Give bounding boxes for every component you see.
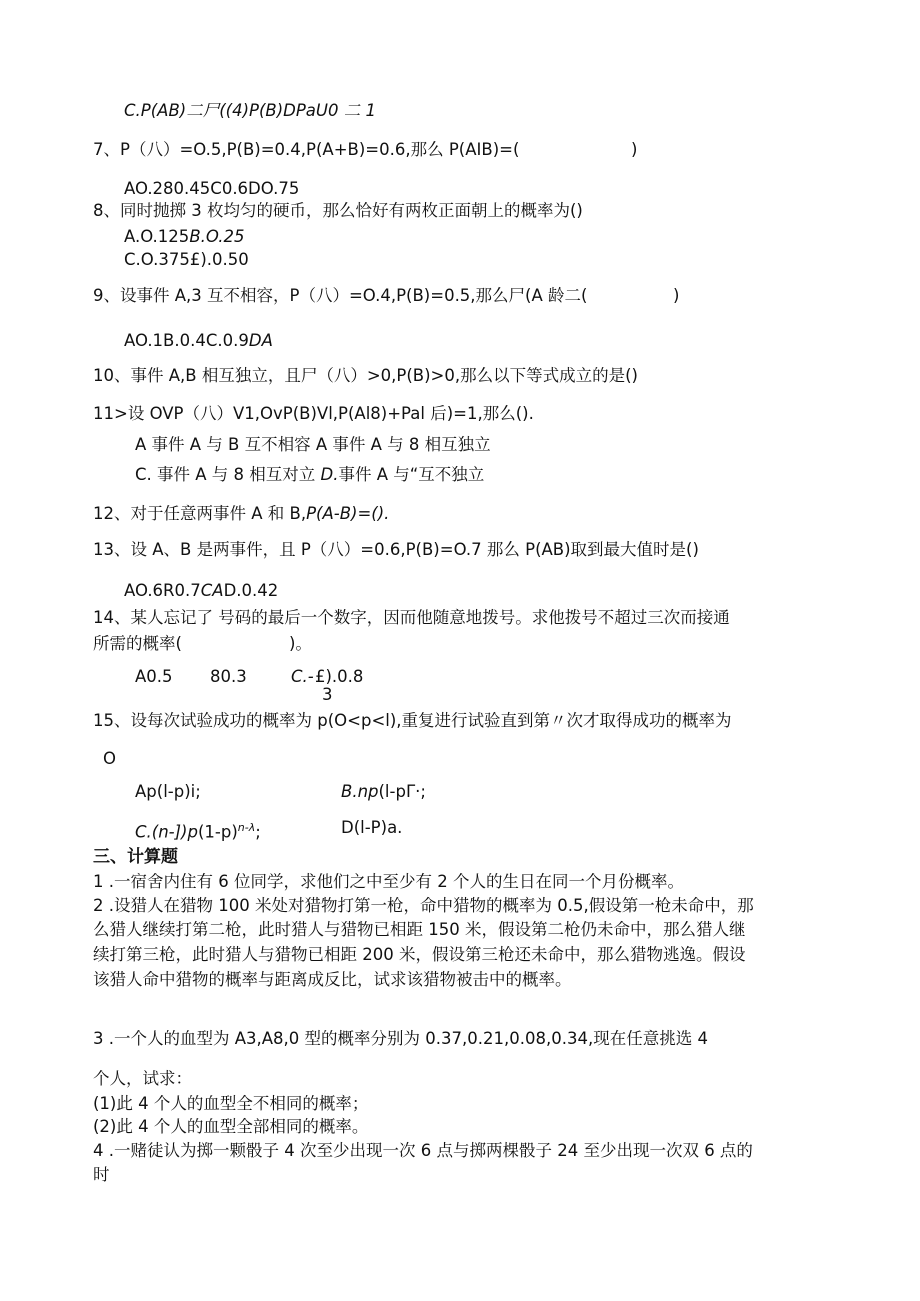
calc-problem-1: 1 .一宿舍内住有 6 位同学，求他们之中至少有 2 个人的生日在同一个月份概率。 bbox=[93, 872, 684, 891]
section-heading-calculation: 三、计算题 bbox=[93, 847, 178, 867]
question-10: 10、事件 A,B 相互独立，且尸（八）>0,P(B)>0,那么以下等式成立的是() bbox=[93, 366, 638, 385]
option-d-label: D. bbox=[320, 465, 339, 484]
option-b: 80.3 bbox=[210, 667, 247, 686]
question-11-options-ab: A 事件 A 与 B 互不相容 A 事件 A 与 8 相互独立 bbox=[135, 435, 491, 454]
question-12-formula: P(A-B)=(). bbox=[306, 504, 390, 523]
option-c: C. 事件 A 与 8 相互对立 bbox=[135, 465, 321, 484]
question-9 bbox=[93, 285, 680, 307]
question-7-options: AO.280.45C0.6DO.75 bbox=[124, 179, 300, 198]
question-13-options bbox=[124, 580, 278, 602]
option-c-formula: (1-p) bbox=[197, 822, 238, 842]
calc-problem-2-line-1: 2 .设猎人在猎物 100 米处对猎物打第一枪，命中猎物的概率为 0.5,假设第一枪未命中，那 bbox=[93, 896, 754, 915]
question-12 bbox=[93, 503, 389, 525]
option-c: CA bbox=[200, 581, 224, 600]
option-c-label: C.(n-])p bbox=[135, 822, 198, 842]
option-a: A.O.125 bbox=[124, 227, 190, 246]
question-15-option-c bbox=[135, 817, 261, 844]
question-15-paren: O bbox=[103, 749, 116, 768]
question-9-text: 9、设事件 A,3 互不相容，P（八）=O.4,P(B)=0.5,那么尸(A 龄二( bbox=[93, 286, 588, 305]
option-d: 事件 A 与“互不独立 bbox=[338, 465, 485, 484]
question-11: 11>设 OVP（八）V1,OvP(B)Vl,P(Al8)+Pal 后)=1,那么(). bbox=[93, 404, 534, 423]
question-9-options bbox=[124, 330, 273, 352]
option-c-exponent: n-λ bbox=[237, 821, 256, 834]
options-ab: AO.6R0.7 bbox=[124, 581, 201, 600]
calc-problem-4-line-1: 4 .一赌徒认为掷一颗骰子 4 次至少出现一次 6 点与掷两棵骰子 24 至少出现一次双 6 点的 bbox=[93, 1141, 753, 1160]
option-b-label: B.np bbox=[341, 782, 379, 801]
calc-problem-3-part-2: (2)此 4 个人的血型全部相同的概率。 bbox=[93, 1117, 369, 1136]
option-d: DA bbox=[248, 331, 273, 350]
options-abc: AO.1B.0.4C.0.9 bbox=[124, 331, 249, 350]
question-14-line-2 bbox=[93, 633, 312, 655]
question-15: 15、设每次试验成功的概率为 p(O<p<l),重复进行试验直到第〃次才取得成功的概率为 bbox=[93, 711, 732, 730]
option-a: A0.5 bbox=[135, 667, 173, 686]
option-c-label: C.- bbox=[291, 667, 314, 686]
option-cd: £).0.8 bbox=[315, 667, 364, 686]
option-c-end: ; bbox=[255, 822, 261, 842]
question-12-text: 12、对于任意两事件 A 和 B, bbox=[93, 504, 307, 523]
calc-problem-2-line-3: 续打第三枪，此时猎人与猎物已相距 200 米，假设第三枪还未命中，那么猎物逃逸。假设 bbox=[93, 945, 746, 964]
question-14-text: 所需的概率( bbox=[93, 634, 182, 653]
question-14-fraction-denominator: 3 bbox=[322, 685, 333, 704]
question-13: 13、设 A、B 是两事件，且 P（八）=0.6,P(B)=O.7 那么 P(AB)取到最大值时是() bbox=[93, 540, 699, 559]
question-15-option-d: D(l-P)a. bbox=[341, 818, 403, 837]
calc-problem-3-part-1: (1)此 4 个人的血型全不相同的概率； bbox=[93, 1094, 369, 1113]
question-15-option-a: Ap(l-p)i; bbox=[135, 782, 201, 801]
question-9-paren-close: ) bbox=[673, 286, 680, 305]
option-line-c: C.P(AB)二尸((4)P(B)DPaU0 二 1 bbox=[124, 101, 376, 120]
calc-problem-4-line-2: 时 bbox=[93, 1165, 110, 1184]
calc-problem-2-line-4: 该猎人命中猎物的概率与距离成反比，试求该猎物被击中的概率。 bbox=[93, 970, 572, 989]
question-14-line-1: 14、某人忘记了 号码的最后一个数字，因而他随意地拨号。求他拨号不超过三次而接通 bbox=[93, 608, 730, 627]
question-11-options-cd bbox=[135, 464, 484, 486]
option-d: D.0.42 bbox=[223, 581, 279, 600]
question-15-option-b bbox=[341, 781, 426, 803]
calc-problem-3-line-1: 3 .一个人的血型为 A3,A8,0 型的概率分别为 0.37,0.21,0.08,0.34,现在任意挑选 4 bbox=[93, 1029, 708, 1048]
calc-problem-3-line-2: 个人，试求： bbox=[93, 1069, 192, 1088]
option-b-formula: (l-pΓ·; bbox=[378, 782, 426, 801]
question-7-text: 7、P（八）=O.5,P(B)=0.4,P(A+B)=0.6,那么 P(AIB)=( bbox=[93, 140, 520, 159]
option-b: B.O.25 bbox=[189, 227, 245, 246]
question-8-options-ab bbox=[124, 226, 244, 248]
question-14-paren-close: )。 bbox=[289, 634, 312, 653]
question-8: 8、同时抛掷 3 枚均匀的硬币，那么恰好有两枚正面朝上的概率为() bbox=[93, 201, 583, 220]
question-7-paren-close: ) bbox=[631, 140, 638, 159]
calc-problem-2-line-2: 么猎人继续打第二枪，此时猎人与猎物已相距 150 米，假设第二枪仍未命中，那么猎人继 bbox=[93, 920, 746, 939]
question-8-options-cd: C.O.375£).0.50 bbox=[124, 250, 249, 269]
question-7 bbox=[93, 139, 638, 161]
question-14-options bbox=[135, 666, 364, 688]
